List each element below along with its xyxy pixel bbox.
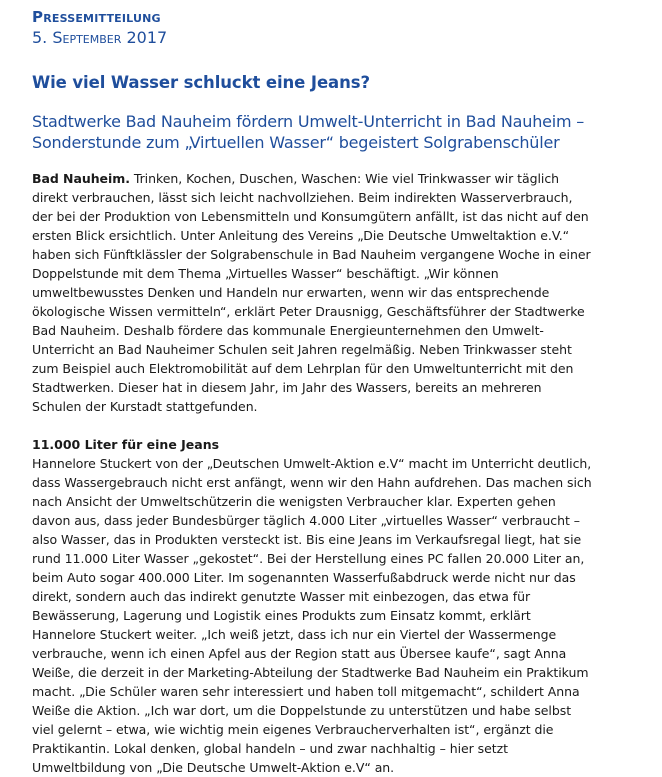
paragraph-line: dass Wassergebrauch nicht erst anfängt, wenn wir den Hahn aufdrehen. Das machen sich: [32, 475, 592, 490]
paragraph-line: haben sich Fünftklässler der Solgrabenschule in Bad Nauheim vergangene Woche in einer: [32, 247, 591, 262]
subheadline-line: Stadtwerke Bad Nauheim fördern Umwelt-Unterricht in Bad Nauheim –: [32, 112, 585, 131]
paragraph-line: direkt verbrauchen, lässt sich leicht nachvollziehen. Beim indirekten Wasserverbrauch,: [32, 190, 573, 205]
paragraph-line: also Wasser, das in Produkten versteckt ist. Bis eine Jeans im Verkaufsregal liegt, hat sie: [32, 532, 582, 547]
paragraph-line: Hannelore Stuckert von der „Deutschen Umwelt-Aktion e.V“ macht im Unterricht deutlich,: [32, 456, 592, 471]
paragraph-line: Praktikantin. Lokal denken, global handeln – und zwar nachhaltig – hier setzt: [32, 741, 508, 756]
subheadline-line: Sonderstunde zum „Virtuellen Wasser“ begeistert Solgrabenschüler: [32, 133, 560, 152]
paragraph-line: ersten Blick ersichtlich. Unter Anleitung des Vereins „Die Deutsche Umweltaktion e.V.“: [32, 228, 570, 243]
paragraph-line: Doppelstunde mit dem Thema „Virtuelles Wasser“ beschäftigt. „Wir können: [32, 266, 499, 281]
headline: Wie viel Wasser schluckt eine Jeans?: [32, 73, 370, 92]
intro-paragraph: [32, 169, 652, 416]
release-date: 5. September 2017: [32, 28, 168, 47]
paragraph-line: Unterricht an Bad Nauheimer Schulen seit Jahren regelmäßig. Neben Trinkwasser steht: [32, 342, 572, 357]
paragraph-line: direkt, sondern auch das indirekt genutzte Wasser mit einbezogen, das etwa für: [32, 589, 531, 604]
paragraph-line: umweltbewusstes Denken und Handeln nur erwarten, wenn wir das entsprechende: [32, 285, 550, 300]
paragraph-line-text: Trinken, Kochen, Duschen, Waschen: Wie viel Trinkwasser wir täglich: [129, 171, 560, 186]
section-heading: 11.000 Liter für eine Jeans: [32, 437, 220, 452]
paragraph-line: Bad Nauheim. Deshalb fördere das kommunale Energieunternehmen den Umwelt-: [32, 323, 544, 338]
subheadline: [32, 111, 652, 153]
paragraph-line: der bei der Produktion von Lebensmitteln und Konsumgütern anfällt, ist das nicht auf den: [32, 209, 589, 224]
paragraph-line: beim Auto sogar 400.000 Liter. Im sogenannten Wasserfußabdruck werde nicht nur das: [32, 570, 576, 585]
paragraph-line: nach Ansicht der Umweltschützerin die wenigsten Verbraucher klar. Experten gehen: [32, 494, 556, 509]
paragraph-line: macht. „Die Schüler waren sehr interessiert und haben toll mitgemacht“, schildert Anna: [32, 684, 580, 699]
paragraph-line: Umweltbildung von „Die Deutsche Umwelt-Aktion e.V“ an.: [32, 760, 395, 775]
press-release-page: [32, 8, 652, 777]
paragraph-line: Stadtwerken. Dieser hat in diesem Jahr, im Jahr des Wassers, bereits an mehreren: [32, 380, 542, 395]
dateline-lead: Bad Nauheim.: [32, 171, 130, 186]
paragraph-line: Weiße, die derzeit in der Marketing-Abteilung der Stadtwerke Bad Nauheim ein Praktikum: [32, 665, 589, 680]
paragraph-line: Hannelore Stuckert weiter. „Ich weiß jetzt, dass ich nur ein Viertel der Wassermenge: [32, 627, 557, 642]
paragraph-line: Weiße die Aktion. „Ich war dort, um die Doppelstunde zu unterstützen und habe selbst: [32, 703, 572, 718]
paragraph-line: davon aus, dass jeder Bundesbürger täglich 4.000 Liter „virtuelles Wasser“ verbraucht –: [32, 513, 580, 528]
paragraph-line: rund 11.000 Liter Wasser „gekostet“. Bei der Herstellung eines PC fallen 20.000 Liter an,: [32, 551, 585, 566]
paragraph-line: Schulen der Kurstadt stattgefunden.: [32, 399, 258, 414]
section-paragraph: [32, 454, 652, 777]
paragraph-line: [32, 169, 652, 188]
paragraph-line: ökologische Wissen vermitteln“, erklärt Peter Drausnigg, Geschäftsführer der Stadtwerke: [32, 304, 585, 319]
document-type-label: Pressemitteilung: [32, 8, 161, 26]
paragraph-line: Bewässerung, Lagerung und Logistik eines Produkts zum Einsatz kommt, erklärt: [32, 608, 531, 623]
paragraph-line: verbrauche, wenn ich einen Apfel aus der Region statt aus Übersee kaufe“, sagt Anna: [32, 646, 567, 661]
paragraph-line: zum Beispiel auch Elektromobilität auf dem Lehrplan für den Umweltunterricht mit den: [32, 361, 574, 376]
paragraph-line: viel gelernt – etwa, wie wichtig mein eigenes Verbraucherverhalten ist“, ergänzt die: [32, 722, 554, 737]
